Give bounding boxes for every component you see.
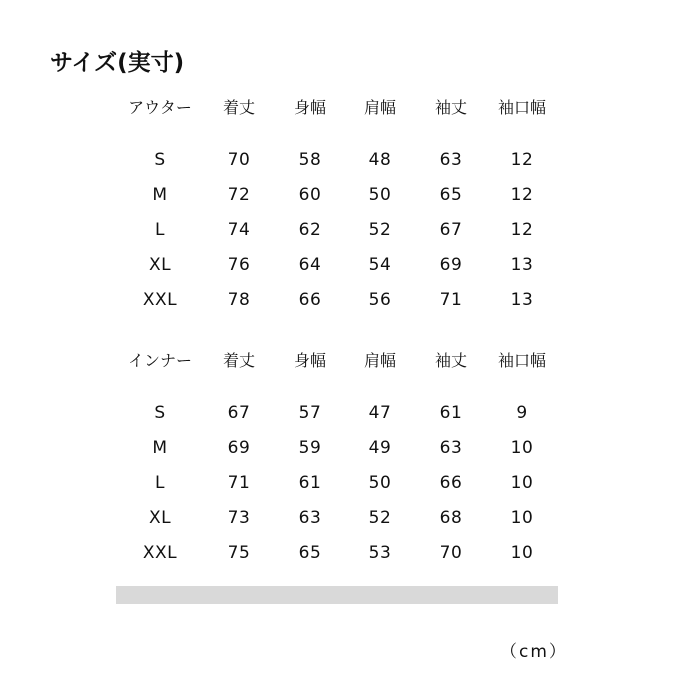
table-cell: 67: [439, 220, 463, 240]
size-label: L: [155, 473, 165, 493]
table-cell: 69: [227, 438, 251, 458]
table-cell: 73: [227, 508, 251, 528]
table-cell: 10: [510, 473, 534, 493]
table-cell: 48: [368, 150, 392, 170]
size-label: M: [152, 438, 168, 458]
table-cell: 70: [439, 543, 463, 563]
table-cell: 60: [298, 185, 322, 205]
table-header-row: [0, 96, 680, 120]
table-cell: 13: [510, 290, 534, 310]
table-cell: 47: [368, 403, 392, 423]
header-sleeve-length: 袖丈: [434, 351, 467, 370]
table-cell: 57: [298, 403, 322, 423]
table-cell: 67: [227, 403, 251, 423]
size-label: L: [155, 220, 165, 240]
header-sleeve-length: 袖丈: [434, 98, 467, 117]
table-header-row: [0, 349, 680, 373]
table-cell: 75: [227, 543, 251, 563]
table-row: [0, 253, 680, 277]
table-cell: 56: [368, 290, 392, 310]
divider-bar: [116, 586, 558, 604]
table-cell: 58: [298, 150, 322, 170]
header-shoulder: 肩幅: [363, 98, 396, 117]
size-label: S: [154, 403, 166, 423]
header-category: インナー: [127, 351, 192, 370]
header-category: アウター: [128, 98, 192, 117]
header-cuff-width: 袖口幅: [497, 351, 546, 370]
table-cell: 49: [368, 438, 392, 458]
table-cell: 63: [439, 150, 463, 170]
table-cell: 70: [227, 150, 251, 170]
table-cell: 50: [368, 185, 392, 205]
table-cell: 76: [227, 255, 251, 275]
unit-label: （cm）: [500, 642, 568, 662]
table-cell: 71: [439, 290, 463, 310]
table-cell: 52: [368, 220, 392, 240]
table-cell: 65: [298, 543, 322, 563]
table-cell: 61: [439, 403, 463, 423]
size-label: S: [154, 150, 166, 170]
table-cell: 13: [510, 255, 534, 275]
table-cell: 61: [298, 473, 322, 493]
table-cell: 12: [510, 220, 534, 240]
table-row: [0, 471, 680, 495]
table-cell: 71: [227, 473, 251, 493]
table-cell: 72: [227, 185, 251, 205]
table-cell: 50: [368, 473, 392, 493]
table-cell: 74: [227, 220, 251, 240]
table-row: [0, 183, 680, 207]
size-label: M: [152, 185, 168, 205]
table-row: [0, 541, 680, 565]
table-cell: 10: [510, 508, 534, 528]
table-cell: 52: [368, 508, 392, 528]
table-row: [0, 436, 680, 460]
table-cell: 54: [368, 255, 392, 275]
table-cell: 10: [510, 438, 534, 458]
page-title: サイズ(実寸): [50, 50, 185, 76]
table-cell: 12: [510, 185, 534, 205]
header-width: 身幅: [293, 351, 326, 370]
table-cell: 65: [439, 185, 463, 205]
table-row: [0, 218, 680, 242]
table-cell: 63: [439, 438, 463, 458]
table-cell: 59: [298, 438, 322, 458]
table-cell: 64: [298, 255, 322, 275]
table-row: [0, 148, 680, 172]
header-length: 着丈: [222, 351, 255, 370]
header-shoulder: 肩幅: [363, 351, 396, 370]
table-cell: 63: [298, 508, 322, 528]
table-cell: 66: [439, 473, 463, 493]
table-row: [0, 506, 680, 530]
table-row: [0, 288, 680, 312]
size-label: XL: [148, 255, 172, 275]
table-cell: 62: [298, 220, 322, 240]
table-cell: 53: [368, 543, 392, 563]
table-cell: 66: [298, 290, 322, 310]
table-row: [0, 401, 680, 425]
table-cell: 9: [516, 403, 528, 423]
header-width: 身幅: [293, 98, 326, 117]
table-cell: 10: [510, 543, 534, 563]
header-cuff-width: 袖口幅: [497, 98, 546, 117]
size-label: XL: [148, 508, 172, 528]
size-label: XXL: [142, 543, 178, 563]
table-cell: 69: [439, 255, 463, 275]
table-cell: 12: [510, 150, 534, 170]
table-cell: 78: [227, 290, 251, 310]
table-cell: 68: [439, 508, 463, 528]
size-label: XXL: [142, 290, 178, 310]
header-length: 着丈: [222, 98, 255, 117]
